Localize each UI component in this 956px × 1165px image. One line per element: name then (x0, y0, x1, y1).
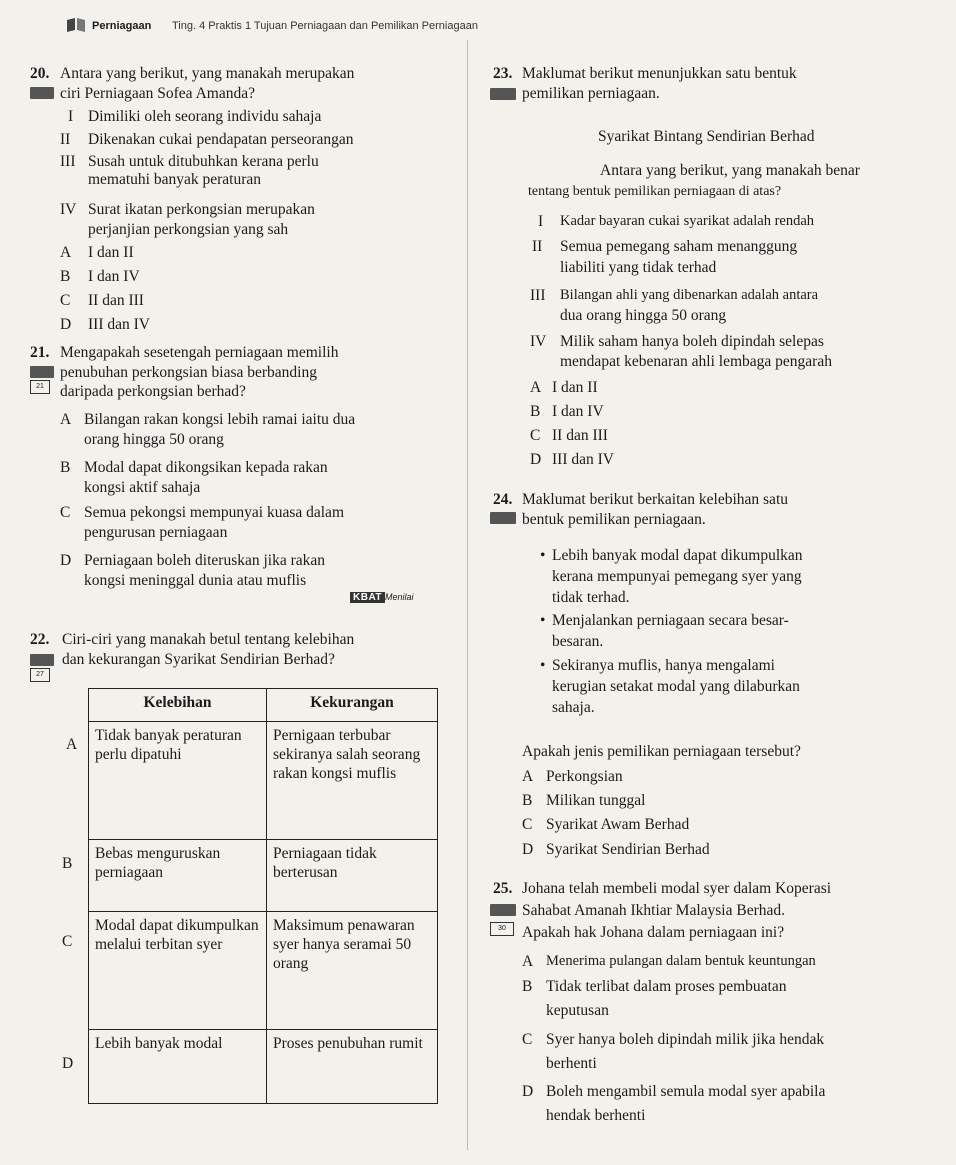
question-stem: Sahabat Amanah Ikhtiar Malaysia Berhad. (522, 902, 785, 919)
statement-text: Milik saham hanya boleh dipindah selepas (560, 333, 824, 350)
statement-text: mendapat kebenaran ahli lembaga pengarah (560, 353, 832, 370)
table-cell: Lebih banyak modal (89, 1030, 267, 1104)
option-text[interactable]: III dan IV (552, 451, 614, 468)
question-number: 20. (30, 65, 50, 82)
info-bullet-cont: kerana mempunyai pemegang syer yang (552, 568, 802, 585)
question-number: 23. (493, 65, 513, 82)
option-key[interactable]: B (522, 792, 533, 809)
level-badge-icon (490, 904, 516, 916)
statement-text: perjanjian perkongsian yang sah (88, 221, 289, 238)
option-key[interactable]: D (522, 1083, 534, 1100)
level-badge-icon (490, 512, 516, 524)
question-stem: daripada perkongsian berhad? (60, 383, 246, 400)
column-header: Kelebihan (89, 689, 267, 722)
question-prompt: Antara yang berikut, yang manakah benar (600, 162, 860, 179)
level-badge-icon (30, 87, 54, 99)
option-text[interactable]: Menerima pulangan dalam bentuk keuntungan (546, 953, 816, 969)
row-key: D (62, 1055, 74, 1072)
option-text[interactable]: pengurusan perniagaan (84, 524, 228, 541)
statement-roman: III (530, 287, 546, 304)
option-text[interactable]: Perkongsian (546, 768, 623, 785)
table-cell: Pernigaan terbubar sekiranya salah seorang rakan kongsi muflis (267, 722, 438, 840)
option-key[interactable]: C (522, 816, 533, 833)
option-text[interactable]: Syarikat Awam Berhad (546, 816, 690, 833)
statement-roman: II (60, 131, 71, 148)
option-key[interactable]: A (522, 768, 534, 785)
option-key[interactable]: D (530, 451, 542, 468)
question-stem: Antara yang berikut, yang manakah merupakan (60, 65, 355, 82)
option-text[interactable]: III dan IV (88, 316, 150, 333)
statement-text: Dimiliki oleh seorang individu sahaja (88, 108, 322, 125)
option-text[interactable]: Boleh mengambil semula modal syer apabila (546, 1083, 826, 1100)
statement-roman: I (538, 213, 544, 230)
page-ref-icon: 21 (30, 380, 50, 394)
statement-text: Semua pemegang saham menanggung (560, 238, 798, 255)
option-key[interactable]: D (60, 316, 72, 333)
option-text[interactable]: I dan II (552, 379, 598, 396)
statement-text: liabiliti yang tidak terhad (560, 259, 717, 276)
question-stem: penubuhan perkongsian biasa berbanding (60, 364, 317, 381)
statement-text: Susah untuk ditubuhkan kerana perlu (88, 153, 319, 170)
statement-roman: II (532, 238, 543, 255)
question-stem: ciri Perniagaan Sofea Amanda? (60, 85, 255, 102)
question-stem: Mengapakah sesetengah perniagaan memilih (60, 344, 339, 361)
question-prompt: tentang bentuk pemilikan perniagaan di atas? (528, 184, 782, 199)
option-key[interactable]: B (522, 978, 533, 995)
info-bullet: • Lebih banyak modal dapat dikumpulkan (552, 546, 803, 565)
breadcrumb: Ting. 4 Praktis 1 Tujuan Perniagaan dan Pemilikan Perniagaan (172, 20, 478, 32)
statement-text: mematuhi banyak peraturan (88, 171, 262, 188)
option-text[interactable]: Syer hanya boleh dipindah milik jika hendak (546, 1031, 825, 1048)
question-number: 24. (493, 491, 513, 508)
option-key[interactable]: D (60, 552, 72, 569)
option-text[interactable]: orang hingga 50 orang (84, 431, 224, 448)
table-cell: Tidak banyak peraturan perlu dipatuhi (89, 722, 267, 840)
option-key[interactable]: A (60, 244, 72, 261)
column-divider (467, 40, 468, 1150)
info-bullet-cont: sahaja. (552, 699, 595, 716)
info-bullet-cont: besaran. (552, 633, 604, 650)
option-text[interactable]: berhenti (546, 1055, 597, 1072)
option-text[interactable]: I dan IV (552, 403, 604, 420)
table-cell: Proses penubuhan rumit (267, 1030, 438, 1104)
option-text[interactable]: II dan III (552, 427, 608, 444)
kbat-level: Menilai (385, 592, 414, 602)
option-text[interactable]: Semua pekongsi mempunyai kuasa dalam (84, 504, 344, 521)
question-number: 25. (493, 880, 513, 897)
statement-text: Surat ikatan perkongsian merupakan (88, 201, 315, 218)
question-number: 21. (30, 344, 50, 361)
option-text[interactable]: Syarikat Sendirian Berhad (546, 841, 710, 858)
option-text[interactable]: keputusan (546, 1002, 609, 1019)
question-prompt: Apakah jenis pemilikan perniagaan tersebut? (522, 743, 801, 760)
statement-text: Kadar bayaran cukai syarikat adalah rendah (560, 213, 815, 229)
column-header: Kekurangan (267, 689, 438, 722)
option-text[interactable]: I dan II (88, 244, 134, 261)
info-bullet: • Sekiranya muflis, hanya mengalami (552, 656, 775, 675)
option-text[interactable]: Milikan tunggal (546, 792, 646, 809)
statement-roman: III (60, 153, 76, 170)
option-key[interactable]: A (60, 411, 72, 428)
option-key[interactable]: C (60, 504, 71, 521)
table-cell: Perniagaan tidak berterusan (267, 840, 438, 912)
question-stem: bentuk pemilikan perniagaan. (522, 511, 706, 528)
option-text[interactable]: I dan IV (88, 268, 140, 285)
option-text[interactable]: Tidak terlibat dalam proses pembuatan (546, 978, 787, 995)
statement-roman: I (68, 108, 74, 125)
option-text[interactable]: hendak berhenti (546, 1107, 646, 1124)
question-stem: pemilikan perniagaan. (522, 85, 660, 102)
book-logo-icon (66, 18, 86, 32)
statement-text: Dikenakan cukai pendapatan perseorangan (88, 131, 354, 148)
option-key[interactable]: C (60, 292, 71, 309)
option-text[interactable]: kongsi meninggal dunia atau muflis (84, 572, 307, 589)
option-text[interactable]: II dan III (88, 292, 144, 309)
option-key[interactable]: B (60, 459, 71, 476)
option-key[interactable]: A (522, 953, 534, 970)
option-key[interactable]: C (530, 427, 541, 444)
statement-roman: IV (530, 333, 547, 350)
option-text[interactable]: kongsi aktif sahaja (84, 479, 201, 496)
info-bullet: • Menjalankan perniagaan secara besar- (552, 611, 789, 630)
kbat-badge: KBAT (350, 592, 385, 603)
info-bullet-cont: kerugian setakat modal yang dilaburkan (552, 678, 800, 695)
option-key[interactable]: C (522, 1031, 533, 1048)
table-cell: Maksimum penawaran syer hanya seramai 50 orang (267, 912, 438, 1030)
option-key[interactable]: B (530, 403, 541, 420)
table-cell: Modal dapat dikumpulkan melalui terbitan syer (89, 912, 267, 1030)
question-stem: Johana telah membeli modal syer dalam Koperasi (522, 880, 832, 897)
entity-name: Syarikat Bintang Sendirian Berhad (598, 128, 815, 145)
question-stem: Apakah hak Johana dalam perniagaan ini? (522, 924, 785, 941)
statement-text: dua orang hingga 50 orang (560, 307, 727, 324)
info-bullet-cont: tidak terhad. (552, 589, 630, 606)
page-ref-icon: 27 (30, 668, 50, 682)
level-badge-icon (30, 654, 54, 666)
option-text[interactable]: Bilangan rakan kongsi lebih ramai iaitu dua (84, 411, 356, 428)
question-number: 22. (30, 631, 50, 648)
question-stem: Maklumat berikut menunjukkan satu bentuk (522, 65, 797, 82)
level-badge-icon (30, 366, 54, 378)
option-text[interactable]: Modal dapat dikongsikan kepada rakan (84, 459, 328, 476)
row-key: C (62, 933, 73, 950)
table-cell: Bebas menguruskan perniagaan (89, 840, 267, 912)
level-badge-icon (490, 88, 516, 100)
option-key[interactable]: B (60, 268, 71, 285)
option-key[interactable]: D (522, 841, 534, 858)
question-stem: Maklumat berikut berkaitan kelebihan satu (522, 491, 788, 508)
page-ref-icon: 30 (490, 922, 514, 936)
comparison-table (88, 688, 438, 1104)
row-key: A (66, 736, 78, 753)
subject-label: Perniagaan (92, 20, 152, 32)
option-text[interactable]: Perniagaan boleh diteruskan jika rakan (84, 552, 326, 569)
option-key[interactable]: A (530, 379, 542, 396)
question-stem: dan kekurangan Syarikat Sendirian Berhad? (62, 651, 335, 668)
statement-roman: IV (60, 201, 77, 218)
row-key: B (62, 855, 73, 872)
question-stem: Ciri-ciri yang manakah betul tentang kelebihan (62, 631, 355, 648)
statement-text: Bilangan ahli yang dibenarkan adalah antara (560, 287, 819, 303)
